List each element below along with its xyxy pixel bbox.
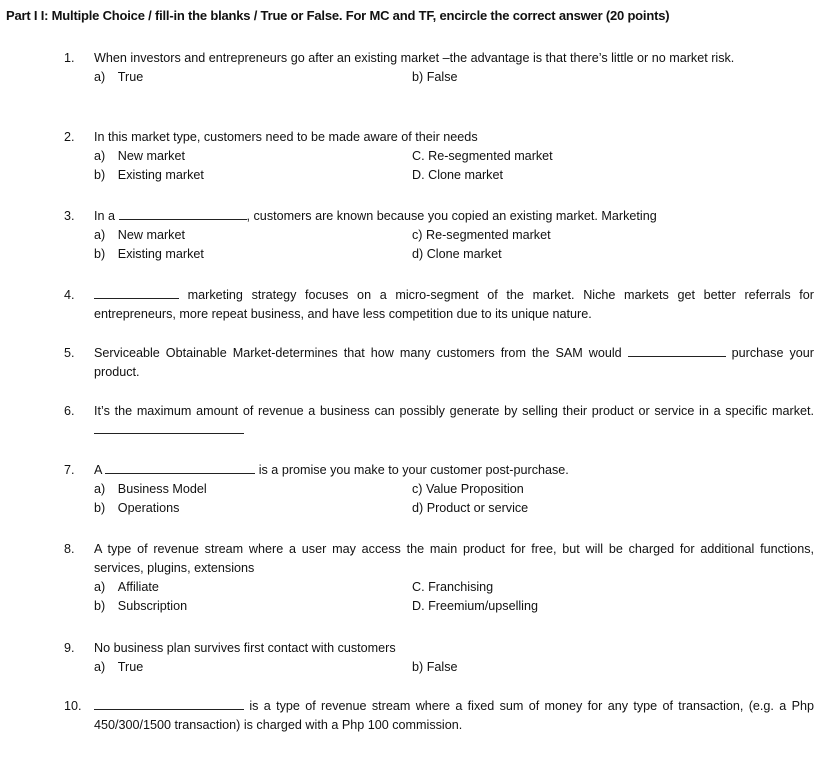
option-b[interactable]: b) False	[412, 660, 458, 674]
question-number: 2.	[64, 130, 75, 144]
question-text: A type of revenue stream where a user may access the main product for free, but will be charged for additional functions, services, plugins, extensions	[94, 542, 814, 575]
question-text: Serviceable Obtainable Market-determines that how many customers from the SAM would purchase your product.	[94, 346, 814, 379]
question-9	[64, 639, 814, 677]
option-b[interactable]: b) False	[412, 70, 458, 84]
question-number: 6.	[64, 404, 75, 418]
answer-blank[interactable]	[94, 286, 179, 299]
section-header: Part I I: Multiple Choice / fill-in the blanks / True or False. For MC and TF, encircle the correct answer (20 points)	[6, 8, 670, 23]
question-number: 5.	[64, 346, 75, 360]
option-a[interactable]: a) New market	[94, 149, 185, 163]
option-d[interactable]: D. Freemium/upselling	[412, 599, 538, 613]
question-number: 7.	[64, 463, 75, 477]
question-10	[64, 697, 814, 735]
question-number: 9.	[64, 641, 75, 655]
question-4	[64, 286, 814, 324]
option-a[interactable]: a) Business Model	[94, 482, 207, 496]
question-7	[64, 461, 814, 518]
question-text: No business plan survives first contact with customers	[94, 641, 396, 655]
question-text: It’s the maximum amount of revenue a business can possibly generate by selling their product or service in a specific market.	[94, 402, 814, 440]
question-2	[64, 128, 814, 185]
question-text: A is a promise you make to your customer post-purchase.	[94, 463, 569, 477]
option-b[interactable]: b) Existing market	[94, 247, 204, 261]
question-number: 3.	[64, 209, 75, 223]
option-a[interactable]: a) New market	[94, 228, 185, 242]
question-3	[64, 207, 814, 264]
option-d[interactable]: d) Product or service	[412, 501, 529, 515]
question-text: When investors and entrepreneurs go after an existing market –the advantage is that there’s little or no market risk.	[94, 51, 735, 65]
option-d[interactable]: D. Clone market	[412, 168, 503, 182]
option-a[interactable]: a) True	[94, 660, 144, 674]
option-b[interactable]: b) Subscription	[94, 599, 188, 613]
option-c[interactable]: c) Re-segmented market	[412, 228, 551, 242]
question-number: 1.	[64, 51, 75, 65]
question-number: 10.	[64, 699, 82, 713]
question-text: In a , customers are known because you copied an existing market. Marketing	[94, 209, 657, 223]
answer-blank[interactable]	[105, 461, 255, 474]
question-text: marketing strategy focuses on a micro-segment of the market. Niche markets get better referrals for entrepreneurs, more repeat business, and have less competition due to its unique nature.	[94, 288, 814, 321]
option-d[interactable]: d) Clone market	[412, 247, 502, 261]
question-number: 8.	[64, 542, 75, 556]
option-a[interactable]: a) True	[94, 70, 144, 84]
option-c[interactable]: c) Value Proposition	[412, 482, 524, 496]
question-1	[64, 49, 814, 87]
answer-blank[interactable]	[628, 344, 726, 357]
option-b[interactable]: b) Existing market	[94, 168, 204, 182]
answer-blank[interactable]	[94, 421, 244, 434]
option-b[interactable]: b) Operations	[94, 501, 180, 515]
option-a[interactable]: a) Affiliate	[94, 580, 159, 594]
question-text: is a type of revenue stream where a fixed sum of money for any type of transaction, (e.g. a Php 450/300/1500 transaction) is charged with a Php 100 commission.	[94, 699, 814, 732]
option-c[interactable]: C. Franchising	[412, 580, 494, 594]
answer-blank[interactable]	[119, 207, 247, 220]
question-text: In this market type, customers need to be made aware of their needs	[94, 130, 478, 144]
question-6	[64, 402, 814, 440]
answer-blank[interactable]	[94, 697, 244, 710]
question-5	[64, 344, 814, 382]
option-c[interactable]: C. Re-segmented market	[412, 149, 553, 163]
question-number: 4.	[64, 288, 75, 302]
question-8	[64, 540, 814, 616]
